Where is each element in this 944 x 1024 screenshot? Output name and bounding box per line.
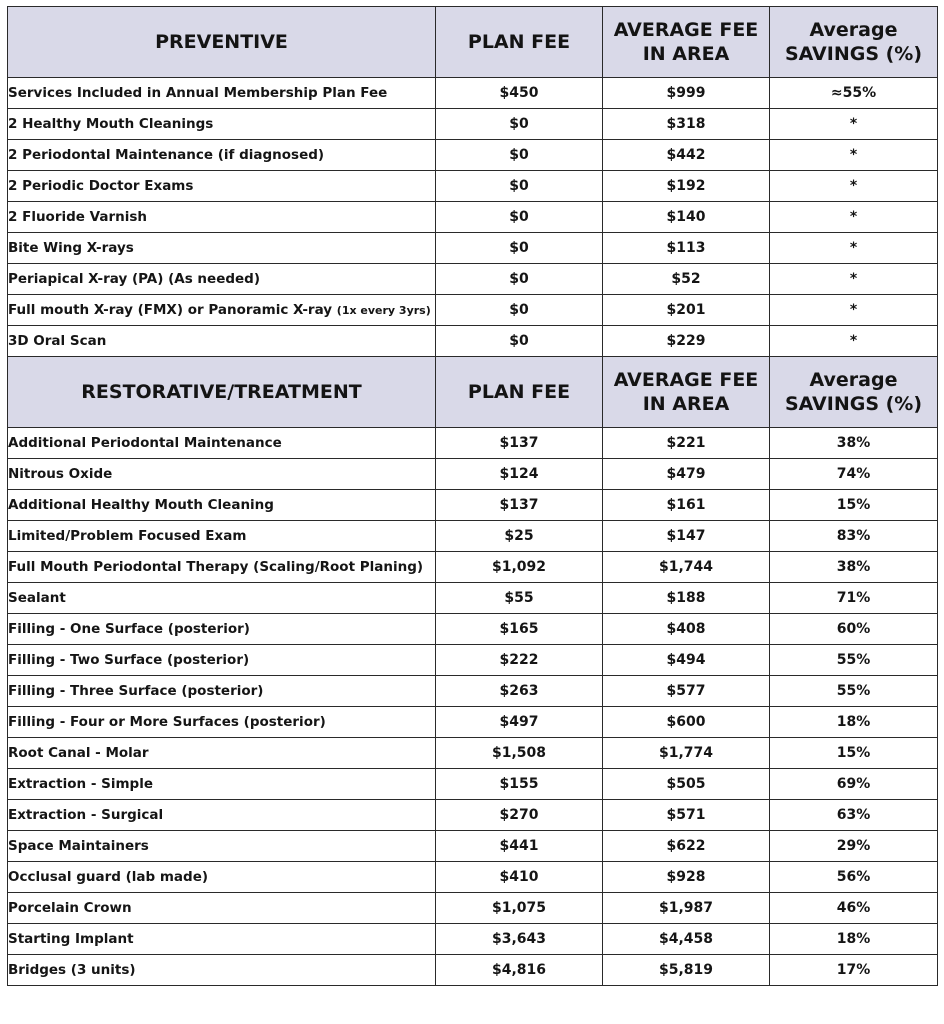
service-name: Filling - Two Surface (posterior) [8, 652, 250, 668]
service-name-cell [8, 326, 436, 357]
table-row [8, 831, 938, 862]
plan-fee-cell: $450 [436, 78, 603, 109]
average-fee-cell: $221 [603, 428, 770, 459]
savings-cell: 55% [770, 645, 938, 676]
service-name-cell [8, 862, 436, 893]
service-name-cell [8, 738, 436, 769]
average-fee-cell: $479 [603, 459, 770, 490]
savings-cell: 55% [770, 676, 938, 707]
preventive-section-title: PREVENTIVE [8, 7, 436, 78]
savings-header-line1: Average [809, 19, 898, 41]
table-row [8, 490, 938, 521]
average-fee-cell: $113 [603, 233, 770, 264]
service-name-cell [8, 109, 436, 140]
plan-fee-cell: $0 [436, 140, 603, 171]
table-row [8, 800, 938, 831]
plan-fee-cell: $441 [436, 831, 603, 862]
service-name: Services Included in Annual Membership Plan Fee [8, 85, 388, 101]
savings-cell: * [770, 140, 938, 171]
savings-column-header [770, 357, 938, 428]
service-name: Root Canal - Molar [8, 745, 149, 761]
savings-cell: 74% [770, 459, 938, 490]
service-name-cell [8, 769, 436, 800]
savings-cell: 83% [770, 521, 938, 552]
savings-cell: 60% [770, 614, 938, 645]
service-name-cell [8, 490, 436, 521]
average-fee-cell: $408 [603, 614, 770, 645]
service-name-cell [8, 78, 436, 109]
plan-fee-cell: $222 [436, 645, 603, 676]
service-name: Occlusal guard (lab made) [8, 869, 209, 885]
plan-fee-cell: $165 [436, 614, 603, 645]
plan-fee-cell: $0 [436, 233, 603, 264]
plan-fee-column-header: PLAN FEE [436, 7, 603, 78]
service-name-cell [8, 428, 436, 459]
average-fee-cell: $494 [603, 645, 770, 676]
savings-cell: 15% [770, 490, 938, 521]
plan-fee-cell: $410 [436, 862, 603, 893]
table-row [8, 893, 938, 924]
average-fee-cell: $928 [603, 862, 770, 893]
table-row [8, 862, 938, 893]
service-name-cell [8, 583, 436, 614]
service-name: Filling - Four or More Surfaces (posterior) [8, 714, 326, 730]
average-fee-cell: $161 [603, 490, 770, 521]
table-row [8, 233, 938, 264]
plan-fee-cell: $55 [436, 583, 603, 614]
savings-cell: 15% [770, 738, 938, 769]
average-fee-cell: $140 [603, 202, 770, 233]
service-name-cell [8, 800, 436, 831]
savings-cell: 17% [770, 955, 938, 986]
service-name-cell [8, 707, 436, 738]
table-row [8, 171, 938, 202]
table-row [8, 264, 938, 295]
table-row [8, 614, 938, 645]
service-name: Extraction - Surgical [8, 807, 164, 823]
fee-table-body [8, 7, 938, 986]
average-fee-header-line1: AVERAGE FEE [613, 369, 759, 391]
savings-column-header [770, 7, 938, 78]
table-row [8, 924, 938, 955]
table-row [8, 459, 938, 490]
plan-fee-cell: $0 [436, 295, 603, 326]
plan-fee-cell: $137 [436, 490, 603, 521]
restorative-section-title: RESTORATIVE/TREATMENT [8, 357, 436, 428]
average-fee-cell: $229 [603, 326, 770, 357]
service-name-cell [8, 614, 436, 645]
average-fee-column-header [603, 7, 770, 78]
table-row [8, 769, 938, 800]
plan-fee-column-header: PLAN FEE [436, 357, 603, 428]
service-name: 2 Periodic Doctor Exams [8, 178, 194, 194]
service-name: Space Maintainers [8, 838, 149, 854]
savings-cell: 56% [770, 862, 938, 893]
average-fee-cell: $1,744 [603, 552, 770, 583]
service-note: (1x every 3yrs) [336, 304, 431, 317]
savings-cell: 63% [770, 800, 938, 831]
savings-cell: * [770, 202, 938, 233]
average-fee-cell: $52 [603, 264, 770, 295]
savings-cell: 46% [770, 893, 938, 924]
average-fee-cell: $1,774 [603, 738, 770, 769]
table-row [8, 140, 938, 171]
plan-fee-cell: $3,643 [436, 924, 603, 955]
service-name: Additional Healthy Mouth Cleaning [8, 497, 274, 513]
savings-cell: 18% [770, 707, 938, 738]
savings-cell: 69% [770, 769, 938, 800]
preventive-header-row [8, 7, 938, 78]
service-name-cell [8, 893, 436, 924]
plan-fee-cell: $0 [436, 326, 603, 357]
service-name-cell [8, 202, 436, 233]
service-name-cell [8, 171, 436, 202]
service-name: Filling - Three Surface (posterior) [8, 683, 264, 699]
service-name-cell [8, 140, 436, 171]
table-row [8, 521, 938, 552]
service-name-cell [8, 645, 436, 676]
table-row [8, 645, 938, 676]
plan-fee-cell: $1,075 [436, 893, 603, 924]
average-fee-cell: $1,987 [603, 893, 770, 924]
average-fee-cell: $147 [603, 521, 770, 552]
savings-cell: * [770, 326, 938, 357]
plan-fee-cell: $270 [436, 800, 603, 831]
service-name-cell [8, 521, 436, 552]
average-fee-column-header [603, 357, 770, 428]
table-row [8, 738, 938, 769]
average-fee-cell: $999 [603, 78, 770, 109]
service-name: Sealant [8, 590, 66, 606]
plan-fee-cell: $25 [436, 521, 603, 552]
table-row [8, 707, 938, 738]
plan-fee-cell: $155 [436, 769, 603, 800]
service-name: Periapical X-ray (PA) (As needed) [8, 271, 261, 287]
service-name-cell [8, 955, 436, 986]
plan-fee-cell: $497 [436, 707, 603, 738]
service-name: Porcelain Crown [8, 900, 132, 916]
savings-cell: ≈55% [770, 78, 938, 109]
plan-fee-cell: $0 [436, 202, 603, 233]
service-name: Bridges (3 units) [8, 962, 136, 978]
average-fee-header-line2: IN AREA [642, 393, 730, 415]
savings-cell: * [770, 171, 938, 202]
savings-cell: * [770, 109, 938, 140]
plan-fee-cell: $1,092 [436, 552, 603, 583]
service-name-cell [8, 264, 436, 295]
service-name: Extraction - Simple [8, 776, 153, 792]
average-fee-cell: $571 [603, 800, 770, 831]
table-row [8, 78, 938, 109]
service-name: Filling - One Surface (posterior) [8, 621, 250, 637]
savings-header-line2: SAVINGS (%) [784, 43, 923, 65]
average-fee-cell: $5,819 [603, 955, 770, 986]
savings-cell: 38% [770, 428, 938, 459]
savings-cell: 18% [770, 924, 938, 955]
service-name: Limited/Problem Focused Exam [8, 528, 247, 544]
table-row [8, 326, 938, 357]
savings-cell: 71% [770, 583, 938, 614]
service-name-cell [8, 831, 436, 862]
plan-fee-cell: $0 [436, 171, 603, 202]
average-fee-cell: $600 [603, 707, 770, 738]
average-fee-cell: $577 [603, 676, 770, 707]
service-name: Bite Wing X-rays [8, 240, 134, 256]
service-name-cell [8, 295, 436, 326]
table-row [8, 955, 938, 986]
savings-cell: * [770, 264, 938, 295]
service-name: Additional Periodontal Maintenance [8, 435, 282, 451]
table-row [8, 583, 938, 614]
savings-cell: * [770, 295, 938, 326]
plan-fee-cell: $4,816 [436, 955, 603, 986]
average-fee-cell: $4,458 [603, 924, 770, 955]
savings-cell: 29% [770, 831, 938, 862]
plan-fee-cell: $1,508 [436, 738, 603, 769]
restorative-header-row [8, 357, 938, 428]
average-fee-cell: $188 [603, 583, 770, 614]
table-row [8, 676, 938, 707]
average-fee-cell: $192 [603, 171, 770, 202]
service-name: 2 Fluoride Varnish [8, 209, 147, 225]
plan-fee-cell: $124 [436, 459, 603, 490]
table-row [8, 552, 938, 583]
service-name: 3D Oral Scan [8, 333, 107, 349]
plan-fee-cell: $263 [436, 676, 603, 707]
service-name-cell [8, 233, 436, 264]
service-name-cell [8, 459, 436, 490]
service-name: Nitrous Oxide [8, 466, 113, 482]
table-row [8, 202, 938, 233]
savings-cell: 38% [770, 552, 938, 583]
plan-fee-cell: $137 [436, 428, 603, 459]
average-fee-cell: $505 [603, 769, 770, 800]
average-fee-cell: $201 [603, 295, 770, 326]
savings-header-line1: Average [809, 369, 898, 391]
savings-header-line2: SAVINGS (%) [784, 393, 923, 415]
table-row [8, 295, 938, 326]
average-fee-header-line2: IN AREA [642, 43, 730, 65]
plan-fee-cell: $0 [436, 109, 603, 140]
fee-table [7, 6, 938, 986]
service-name: 2 Healthy Mouth Cleanings [8, 116, 214, 132]
average-fee-header-line1: AVERAGE FEE [613, 19, 759, 41]
service-name-cell [8, 924, 436, 955]
service-name: Full Mouth Periodontal Therapy (Scaling/Root Planing) [8, 559, 424, 575]
service-name: Full mouth X-ray (FMX) or Panoramic X-ray [8, 302, 333, 318]
average-fee-cell: $318 [603, 109, 770, 140]
service-name: Starting Implant [8, 931, 134, 947]
average-fee-cell: $442 [603, 140, 770, 171]
savings-cell: * [770, 233, 938, 264]
average-fee-cell: $622 [603, 831, 770, 862]
service-name-cell [8, 676, 436, 707]
plan-fee-cell: $0 [436, 264, 603, 295]
service-name: 2 Periodontal Maintenance (if diagnosed) [8, 147, 325, 163]
table-row [8, 428, 938, 459]
service-name-cell [8, 552, 436, 583]
table-row [8, 109, 938, 140]
